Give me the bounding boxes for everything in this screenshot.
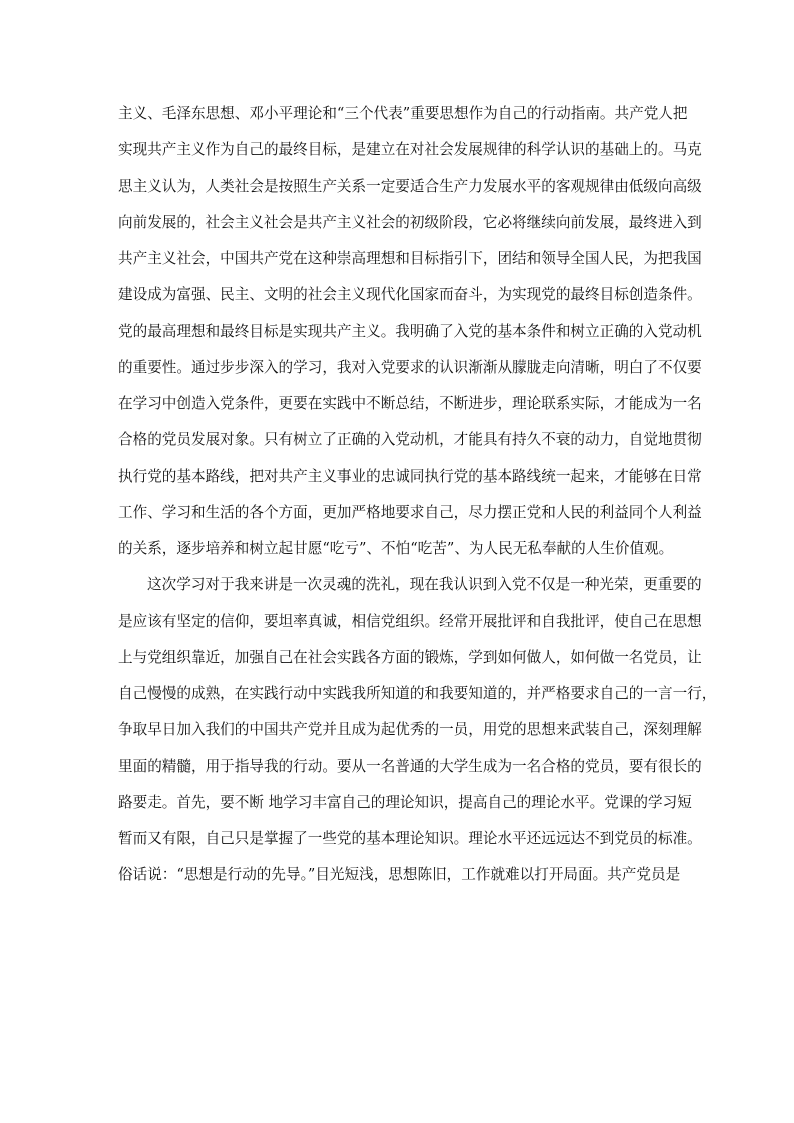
text-line: 上与党组织靠近，加强自己在社会实践各方面的锻炼，学到如何做人，如何做一名党员，让 [118,648,702,666]
text-line: 执行党的基本路线，把对共产主义事业的忠诚同执行党的基本路线统一起来，才能够在日常 [118,467,702,485]
text-line: 争取早日加入我们的中国共产党并且成为起优秀的一员，用党的思想来武装自己，深刻理解 [118,721,702,739]
text-line: 自己慢慢的成熟，在实践行动中实践我所知道的和我要知道的，并严格要求自己的一言一行， [118,685,717,702]
paragraph-first-line: 这次学习对于我来讲是一次灵魂的洗礼，现在我认识到入党不仅是一种光荣，更重要的 [147,576,702,594]
text-line: 是应该有坚定的信仰，要坦率真诚，相信党组织。经常开展批评和自我批评，使自己在思想 [118,612,702,630]
text-line: 暂而又有限，自己只是掌握了一些党的基本理论知识。理论水平还远远达不到党员的标准。 [118,830,702,847]
text-line: 在学习中创造入党条件，更要在实践中不断总结，不断进步，理论联系实际，才能成为一名 [118,395,702,412]
text-line: 的关系，逐步培养和树立起甘愿“吃亏”、不怕“吃苦”、为人民无私奉献的人生价值观。 [118,540,674,557]
text-line: 俗话说：“思想是行动的先导。”目光短浅，思想陈旧，工作就难以打开局面。共产党员是 [118,866,681,884]
text-line: 党的最高理想和最终目标是实现共产主义。我明确了入党的基本条件和树立正确的入党动机 [118,322,702,340]
text-line: 共产主义社会，中国共产党在这种崇高理想和目标指引下，团结和领导全国人民，为把我国 [118,250,702,267]
document-body [118,96,717,894]
text-line: 合格的党员发展对象。只有树立了正确的入党动机，才能具有持久不衰的动力，自觉地贯彻 [118,431,702,449]
text-line: 的重要性。通过步步深入的学习，我对入党要求的认识渐渐从朦胧走向清晰，明白了不仅要 [118,358,702,376]
text-line: 工作、学习和生活的各个方面，更加严格地要求自己，尽力摆正党和人民的利益同个人利益 [118,503,702,521]
text-line: 思主义认为，人类社会是按照生产关系一定要适合生产力发展水平的客观规律由低级向高级 [118,177,702,195]
text-line: 向前发展的，社会主义社会是共产主义社会的初级阶段，它必将继续向前发展，最终进入到 [118,213,702,231]
text-line: 实现共产主义作为自己的最终目标，是建立在对社会发展规律的科学认识的基础上的。马克 [118,141,702,159]
text-line: 主义、毛泽东思想、邓小平理论和“三个代表”重要思想作为自己的行动指南。共产党人把 [118,105,688,122]
text-line: 路要走。首先，要不断 地学习丰富自己的理论知识，提高自己的理论水平。党课的学习短 [118,793,692,811]
text-line: 建设成为富强、民主、文明的社会主义现代化国家而奋斗，为实现党的最终目标创造条件。 [118,286,702,304]
text-line: 里面的精髓，用于指导我的行动。要从一名普通的大学生成为一名合格的党员，要有很长的 [118,757,702,775]
